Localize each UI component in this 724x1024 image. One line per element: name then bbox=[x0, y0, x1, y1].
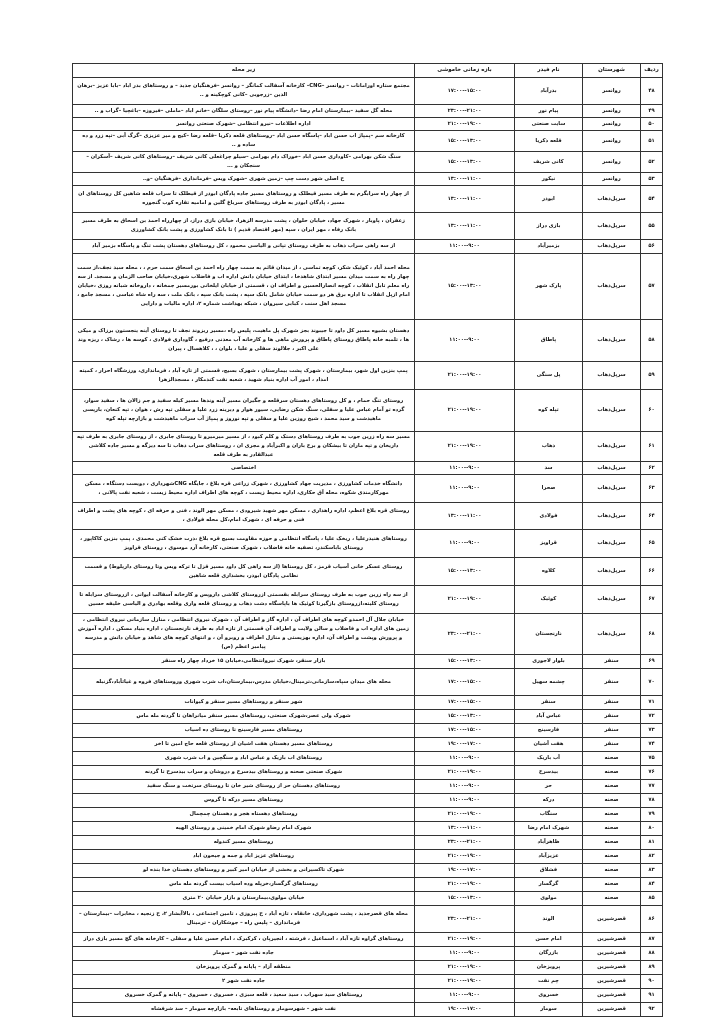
cell-area: روستاهای دهستان حر از روستای شیر خان تا روستای سرتخت و سنگ سفید bbox=[73, 780, 415, 794]
cell-index: ۷۲ bbox=[641, 710, 663, 724]
cell-feeder: ظاهرآباد bbox=[515, 836, 583, 850]
cell-feeder: درکه bbox=[515, 794, 583, 808]
table-row bbox=[73, 131, 663, 152]
cell-city: سرپل‌ذهاب bbox=[583, 614, 641, 655]
table-row bbox=[73, 78, 663, 105]
table-row bbox=[73, 1003, 663, 1017]
cell-feeder: سد bbox=[515, 462, 583, 475]
cell-index: ۹۰ bbox=[641, 975, 663, 989]
cell-time: ۱۷:۰۰--۱۹:۰۰ bbox=[415, 1003, 515, 1017]
cell-time: ۹:۰۰--۱۱:۰۰ bbox=[415, 794, 515, 808]
cell-time: ۱۹:۰۰--۲۱:۰۰ bbox=[415, 933, 515, 947]
cell-index: ۶۸ bbox=[641, 614, 663, 655]
table-row bbox=[73, 864, 663, 878]
cell-feeder: سنقر bbox=[515, 696, 583, 710]
cell-city: روانسر bbox=[583, 152, 641, 173]
cell-area: روستاهای عزیز اباد و جمه و جیحون اباد bbox=[73, 850, 415, 864]
cell-area: مجتمع ستاره اورامانات – روانسر –CNG– کارخانه آسفالت کمانگر – روانسر –فرهنگیان جدید – و روستاهای بدر اباد –بابا عزیز –برهان الدین –زرجوبی –کانی کوچکینه و .. bbox=[73, 78, 415, 105]
cell-feeder: بدرآباد bbox=[515, 78, 583, 105]
cell-index: ۸۹ bbox=[641, 961, 663, 975]
cell-feeder: بازی دراز bbox=[515, 213, 583, 240]
cell-index: ۴۸ bbox=[641, 78, 663, 105]
cell-time: ۱۵:۰۰--۱۷:۰۰ bbox=[415, 78, 515, 105]
cell-time: ۹:۰۰--۱۱:۰۰ bbox=[415, 752, 515, 766]
table-row bbox=[73, 362, 663, 390]
cell-feeder: فارسینج bbox=[515, 724, 583, 738]
cell-city: سرپل‌ذهاب bbox=[583, 240, 641, 254]
cell-city: صحنه bbox=[583, 878, 641, 892]
table-row bbox=[73, 240, 663, 254]
cell-index: ۶۷ bbox=[641, 586, 663, 614]
cell-index: ۸۲ bbox=[641, 850, 663, 864]
table-row bbox=[73, 530, 663, 558]
cell-time: ۱۵:۰۰--۱۷:۰۰ bbox=[415, 669, 515, 696]
cell-city: صحنه bbox=[583, 864, 641, 878]
cell-index: ۸۰ bbox=[641, 822, 663, 836]
table-header-row bbox=[73, 64, 663, 78]
cell-area: دهستان بشیوه مسیر کل داود تا جیبوند بجز شهرک پل ماهیت، پلیس راه ،مسیر ریزوند نجف تا روستای آینه ینجستون برزاک و میکی ها ، تلمبه خانه پاطاق روستای پاطاق و پرورش ماهی ها و کارخانه آب معدنی درفیع ، گاوداری فولادی ، کوسه ها ، رشاک ، ریزه وند علی اکبر ، جلالوند سفلی و علیا ، بلوان ، ، کلاهسال ، پیران bbox=[73, 320, 415, 362]
cell-area: دانشگاه خدمات کشاورزی ، مدیریت جهاد کشاورزی ، شهرک زراعی قره بلاغ ، جایگاه CNGشهرداری ، دویست دستگاه ، مسکن مهرکارمندی شکوه، محله آق حکاری، اداره محیط زیست ، کوچه های اطراف اداره محیط زیست ، شعبه نفت پالانی ، bbox=[73, 475, 415, 503]
cell-city: قصرشیرین bbox=[583, 975, 641, 989]
cell-city: سنقر bbox=[583, 710, 641, 724]
cell-index: ۵۰ bbox=[641, 118, 663, 131]
cell-index: ۹۱ bbox=[641, 989, 663, 1003]
cell-city: سرپل‌ذهاب bbox=[583, 530, 641, 558]
cell-area: روستاهای سید سهراب ، سید سعید ، قلعه سبزی ، خسروی ، خسروی – پایانه و گمرک خسروی bbox=[73, 989, 415, 1003]
table-row bbox=[73, 586, 663, 614]
table-body bbox=[73, 78, 663, 1017]
cell-index: ۸۴ bbox=[641, 878, 663, 892]
cell-city: صحنه bbox=[583, 822, 641, 836]
cell-city: سنقر bbox=[583, 724, 641, 738]
table-row bbox=[73, 254, 663, 320]
cell-city: قصرشیرین bbox=[583, 989, 641, 1003]
cell-index: ۷۰ bbox=[641, 669, 663, 696]
cell-city: سنقر bbox=[583, 655, 641, 669]
cell-feeder: سنگاب bbox=[515, 808, 583, 822]
table-row bbox=[73, 186, 663, 213]
cell-city: سنقر bbox=[583, 696, 641, 710]
cell-index: ۶۰ bbox=[641, 390, 663, 432]
cell-area: شهرک امام رضاو شهرک امام خمینی و روستای الهیه bbox=[73, 822, 415, 836]
cell-index: ۸۸ bbox=[641, 947, 663, 961]
table-row bbox=[73, 975, 663, 989]
table-row bbox=[73, 105, 663, 118]
power-outage-schedule-table bbox=[72, 63, 663, 1017]
cell-feeder: قراویز bbox=[515, 530, 583, 558]
cell-area: سنگ شکن بهرامی –کاوداری حسن اباد –خوراک دام بهرامی –سیلو چراغعلی کانی شریف –روستاهای کانی شریف –آسکران –سنجکان و ... bbox=[73, 152, 415, 173]
cell-feeder: پرویزخان bbox=[515, 961, 583, 975]
cell-city: سنقر bbox=[583, 669, 641, 696]
cell-index: ۵۹ bbox=[641, 362, 663, 390]
cell-time: ۱۱:۰۰--۱۳:۰۰ bbox=[415, 503, 515, 530]
cell-city: صحنه bbox=[583, 892, 641, 906]
cell-time: ۱۹:۰۰--۲۱:۰۰ bbox=[415, 850, 515, 864]
cell-city: سرپل‌ذهاب bbox=[583, 320, 641, 362]
cell-feeder: شهرک امام رضا bbox=[515, 822, 583, 836]
cell-time: ۱۹:۰۰--۲۱:۰۰ bbox=[415, 808, 515, 822]
cell-area: خیابان جلال آل احمدو کوچه های اطراف آن ، اداره گاز و اطراف آن ، شهرک نیروی انتظامی ، منازل سازمانی نیروی انتظامی ، زمین های اداره اب و فاضلاب و سالن ولایت و اطراف آن قسمتی از تازه اباد به طرف نارنجستان ، اداره بنیاد مسکن ، اداره آموزش و پرورش وپشت و اطراف آن، اداره بهزیستی و منازل اطراف و روبرو آن ، و انتهای کوچه های شاهد و خیابان دانش و مدرسه پیامبر اعظم (ص) bbox=[73, 614, 415, 655]
header-area: زیر محله bbox=[73, 64, 415, 78]
table-row bbox=[73, 989, 663, 1003]
cell-feeder: ایوذر bbox=[515, 186, 583, 213]
cell-city: صحنه bbox=[583, 794, 641, 808]
cell-time: ۲۱:۰۰--۲۳:۰۰ bbox=[415, 105, 515, 118]
cell-time: ۱۹:۰۰--۲۱:۰۰ bbox=[415, 878, 515, 892]
cell-area: شهرک تاکسیرانی و بخشی از خیابان امیر کبیر و روستاهای دهستان خدا بنده لو bbox=[73, 864, 415, 878]
cell-time: ۱۳:۰۰--۱۵:۰۰ bbox=[415, 558, 515, 586]
cell-time: ۱۱:۰۰--۱۳:۰۰ bbox=[415, 822, 515, 836]
cell-time: ۱۱:۰۰--۱۳:۰۰ bbox=[415, 186, 515, 213]
cell-feeder: کانی شریف bbox=[515, 152, 583, 173]
cell-time: ۹:۰۰--۱۱:۰۰ bbox=[415, 947, 515, 961]
cell-area: شهرک صنعتی صحنه و روستاهای بیدسرخ و دروشان و سراب بیدسرخ تا گردنه bbox=[73, 766, 415, 780]
cell-city: سرپل‌ذهاب bbox=[583, 362, 641, 390]
cell-feeder: ذهاب bbox=[515, 432, 583, 462]
table-row bbox=[73, 558, 663, 586]
cell-city: سرپل‌ذهاب bbox=[583, 254, 641, 320]
cell-time: ۱۳:۰۰--۱۵:۰۰ bbox=[415, 131, 515, 152]
table-row bbox=[73, 173, 663, 186]
cell-index: ۸۶ bbox=[641, 906, 663, 933]
table-row bbox=[73, 320, 663, 362]
cell-time: ۱۹:۰۰--۲۱:۰۰ bbox=[415, 390, 515, 432]
table-row bbox=[73, 462, 663, 475]
table-row bbox=[73, 738, 663, 752]
cell-index: ۵۵ bbox=[641, 213, 663, 240]
cell-feeder: گرگسار bbox=[515, 878, 583, 892]
cell-feeder: چم نفت bbox=[515, 975, 583, 989]
cell-area: پمپ بنزین اول شهر، بیمارستان ، شهرک پشت بیمارستان ، شهرک بسیج، قسمتی از تازه آباد ، فرمانداری، ورزشگاه احرار ، کمیته امداد ، امور آب اداره بنیاد شهید ، شعبه نفت کندمکار ، مسجدالزهرا bbox=[73, 362, 415, 390]
cell-city: قصرشیرین bbox=[583, 961, 641, 975]
cell-time: ۹:۰۰--۱۱:۰۰ bbox=[415, 475, 515, 503]
cell-feeder: فولادی bbox=[515, 503, 583, 530]
table-row bbox=[73, 780, 663, 794]
cell-area: روستای قره بلاغ اعظم، اداره راهداری ، مسکن مهر شهید شیرودی ، مسکن مهر الوند ، فنی و حرفه ای ، کوچه های پشت و اطراف فنی و حرفه ای ، شهرک امام،کل محله فولادی ، bbox=[73, 503, 415, 530]
cell-time: ۱۹:۰۰--۲۱:۰۰ bbox=[415, 586, 515, 614]
cell-city: صحنه bbox=[583, 766, 641, 780]
table-row bbox=[73, 432, 663, 462]
cell-feeder: الوند bbox=[515, 906, 583, 933]
cell-area: خ اصلی شهر دست چپ –زمین شهری –شهرک ویس –فرمانداری –فرهنگیان –و.. bbox=[73, 173, 415, 186]
cell-feeder: چشمه سهیل bbox=[515, 669, 583, 696]
cell-index: ۷۹ bbox=[641, 808, 663, 822]
cell-city: سرپل‌ذهاب bbox=[583, 462, 641, 475]
header-feeder: نام فیدر bbox=[515, 64, 583, 78]
cell-city: صحنه bbox=[583, 780, 641, 794]
cell-area: کارخانه سم –پمپاژ اب حسن اباد –پاسگاه حسن اباد –روستاهای قلعه ذکریا –قلعه رضا –کیج و میر عزیزی –گرگ آبی –تپه زرد و ده ساده و .. bbox=[73, 131, 415, 152]
cell-city: روانسر bbox=[583, 131, 641, 152]
cell-time: ۹:۰۰--۱۱:۰۰ bbox=[415, 780, 515, 794]
cell-city: سرپل‌ذهاب bbox=[583, 186, 641, 213]
cell-feeder: مولوی bbox=[515, 892, 583, 906]
cell-time: ۱۹:۰۰--۲۱:۰۰ bbox=[415, 766, 515, 780]
cell-feeder: قلعه ذکریا bbox=[515, 131, 583, 152]
cell-index: ۸۷ bbox=[641, 933, 663, 947]
cell-feeder: نیکور bbox=[515, 173, 583, 186]
cell-feeder: پاطاق bbox=[515, 320, 583, 362]
cell-feeder: پارک شهر bbox=[515, 254, 583, 320]
cell-time: ۱۹:۰۰--۲۱:۰۰ bbox=[415, 362, 515, 390]
cell-city: سرپل‌ذهاب bbox=[583, 390, 641, 432]
table-row bbox=[73, 710, 663, 724]
table-row bbox=[73, 850, 663, 864]
cell-index: ۵۱ bbox=[641, 131, 663, 152]
cell-area: از چهار راه سرابگرم به طرف مسیر قیطلک و روستاهای مسیر جاده پادگان ابوذر از قیطلک تا سراب قلعه شاهین کل روستاهای ان مسیر ، پادگان ابوذر به طرف روستاهای سرباغ گلین و امامیه تقاره کوب گنجوره bbox=[73, 186, 415, 213]
cell-city: سرپل‌ذهاب bbox=[583, 503, 641, 530]
cell-time: ۱۳:۰۰--۱۵:۰۰ bbox=[415, 892, 515, 906]
cell-area: روستاهای هنیدرعلیا ، ریخک علیا ، پاسگاه انتظامی و حوزه مقاومت بسیج قره بلاغ ،ذرت خشک کنی محمدی ، پمپ بنزین کاکاپور ، روستای باباسکندر، تصفیه خانه فاضلاب ، شهرک صنعتی، کارخانه آرد موسوی ، روستای قراویز bbox=[73, 530, 415, 558]
cell-area: جاده نفت شهر – سومار bbox=[73, 947, 415, 961]
cell-index: ۸۱ bbox=[641, 836, 663, 850]
cell-area: محله های قصرجدید ، پشت شهرداری، خانقاه ، تازه آباد ، خ پیروزی ، تامین اجتماعی ، بالاآبشار ۲، خ زنجیه ، مخابرات –بیمارستان – فرمانداری – پلیس راه – جوشکاران – ترمینال bbox=[73, 906, 415, 933]
table-row bbox=[73, 724, 663, 738]
cell-index: ۷۷ bbox=[641, 780, 663, 794]
header-time: بازه زمانی خاموشی bbox=[415, 64, 515, 78]
cell-time: ۹:۰۰--۱۱:۰۰ bbox=[415, 462, 515, 475]
table-row bbox=[73, 906, 663, 933]
cell-time: ۹:۰۰--۱۱:۰۰ bbox=[415, 989, 515, 1003]
cell-feeder: بیدسرخ bbox=[515, 766, 583, 780]
cell-time: ۲۱:۰۰--۲۳:۰۰ bbox=[415, 836, 515, 850]
cell-time: ۱۳:۰۰--۱۵:۰۰ bbox=[415, 655, 515, 669]
cell-city: روانسر bbox=[583, 173, 641, 186]
cell-area: از سه راهی سراب ذهاب به طرف روستای تپانی و الیاسی محمود ، کل روستاهای دهستان پشت تنگ و پاسگاه بزمیر آباد bbox=[73, 240, 415, 254]
cell-time: ۱۷:۰۰--۱۹:۰۰ bbox=[415, 738, 515, 752]
cell-time: ۱۳:۰۰--۱۵:۰۰ bbox=[415, 710, 515, 724]
table-row bbox=[73, 213, 663, 240]
cell-feeder: آب باریک bbox=[515, 752, 583, 766]
cell-city: قصرشیرین bbox=[583, 1003, 641, 1017]
cell-feeder: تپله کوه bbox=[515, 390, 583, 432]
cell-index: ۸۳ bbox=[641, 864, 663, 878]
table-row bbox=[73, 118, 663, 131]
cell-city: روانسر bbox=[583, 78, 641, 105]
table-row bbox=[73, 696, 663, 710]
cell-area: روستای عسکر خانی آسیاب قرمز ، کل روستاها (از سه راهی کل داود مسیر قزل تا ترکه ویس وتا روستای دارپلوط) و قسمت نظامی پادگان ابوذر، بخشداری قلعه شاهین bbox=[73, 558, 415, 586]
cell-area: مسیر سه راه زرین جوب به طرف روستاهای دستک و کلم کبود ، از مسیر میرمیرو تا روستای جابری ، از روستای جابری به طرف تپه داریخان و تپه ماران تا بیشکان و برخ باران و اکبرآباد و مجری ان ، روستاهای سراب ذهاب تا سه دیزگه و مسیر جاده کلاشی عبدالقادر به طرف قلعه bbox=[73, 432, 415, 462]
cell-feeder: سایت صنعتی bbox=[515, 118, 583, 131]
cell-index: ۷۴ bbox=[641, 738, 663, 752]
header-index: ردیف bbox=[641, 64, 663, 78]
cell-city: روانسر bbox=[583, 118, 641, 131]
cell-time: ۱۳:۰۰--۱۵:۰۰ bbox=[415, 152, 515, 173]
cell-index: ۷۵ bbox=[641, 752, 663, 766]
cell-time: ۱۹:۰۰--۲۱:۰۰ bbox=[415, 432, 515, 462]
cell-index: ۵۳ bbox=[641, 173, 663, 186]
table-row bbox=[73, 947, 663, 961]
cell-feeder: پیام نور bbox=[515, 105, 583, 118]
cell-time: ۱۱:۰۰--۱۳:۰۰ bbox=[415, 173, 515, 186]
cell-index: ۵۶ bbox=[641, 240, 663, 254]
cell-area: شهرک ولی عصر،شهرک صنعتی، روستاهای مسیر سنقر میانراهان تا گردنه مله ماس bbox=[73, 710, 415, 724]
table-row bbox=[73, 822, 663, 836]
cell-index: ۶۲ bbox=[641, 462, 663, 475]
cell-index: ۷۳ bbox=[641, 724, 663, 738]
cell-area: روستاهای مسیر فارسینج تا روستای ده اسیاب bbox=[73, 724, 415, 738]
table-row bbox=[73, 669, 663, 696]
table-row bbox=[73, 390, 663, 432]
cell-city: صحنه bbox=[583, 808, 641, 822]
cell-area: زعفران ، پاوبار ، شهرک جهاد، خیابان حلوان ، پشت مدرسه الزهرا، خیابان بازی دراز، از چهارراه احمد بن اسحاق به طرف مسیر بانک رفاه ، مهر ایران ، سپه (مهر اقتصاد قدیم ) تا بانک کشاورزی و پشت بانک کشاورزی bbox=[73, 213, 415, 240]
cell-area: بازار سنقر، شهرک نیروانتظامی،خیابان ۱۵ خرداد چهار راه سنقر bbox=[73, 655, 415, 669]
cell-index: ۹۲ bbox=[641, 1003, 663, 1017]
cell-area: محله های میدان سپاه،سازمانی،ترمینال،خیابان مدرس،بیمارستان،اب شرب شهری وروستاهای فروه و غیاثآباد،گزنبله bbox=[73, 669, 415, 696]
cell-feeder: عزیزآباد bbox=[515, 850, 583, 864]
table-row bbox=[73, 752, 663, 766]
table-row bbox=[73, 152, 663, 173]
cell-city: قصرشیرین bbox=[583, 906, 641, 933]
cell-time: ۹:۰۰--۱۱:۰۰ bbox=[415, 240, 515, 254]
cell-time: ۲۱:۰۰--۲۳:۰۰ bbox=[415, 614, 515, 655]
table-row bbox=[73, 961, 663, 975]
cell-index: ۶۹ bbox=[641, 655, 663, 669]
table-row bbox=[73, 836, 663, 850]
cell-city: سرپل‌ذهاب bbox=[583, 586, 641, 614]
cell-index: ۶۵ bbox=[641, 530, 663, 558]
cell-area: محله احمد آباد ، کوئیک شکر، کوچه تماسی ، از میدان قائم به سمت چهار راه احمد بن اسحاق سمت حرم ، ، محله سید نجف،از سمت چهار راه به سمت میدان مسیر ابتدای شاهدخا ، ابتدای خیابان دانش اداره اب و فاضلاب شهری،خیابان صاحب الزمان و مسجد. از سه راه معلم تابل انقلاب ، کوچه انصارالحسین و اطراف ان ، قسمتی از خیابان ایلخانی بورمسیر جمخانه ، داروخانه شبانه روزی ،خیابان امام ازپل انقلاب تا اداره برق هر دو سمت خیابان شامل بانک سپه ، پشت بانک سپه ، بانک ملت ، سه راه شاه عباسی ، مسجد جامع ، مسجد اهل سنت ، کبابی سیروان ، شبکه بهداشت شماره ۲، اداره مالیات و دارایی bbox=[73, 254, 415, 320]
cell-city: روانسر bbox=[583, 105, 641, 118]
cell-time: ۹:۰۰--۱۱:۰۰ bbox=[415, 320, 515, 362]
cell-time: ۱۱:۰۰--۱۳:۰۰ bbox=[415, 213, 515, 240]
table-row bbox=[73, 933, 663, 947]
cell-index: ۷۸ bbox=[641, 794, 663, 808]
cell-index: ۵۲ bbox=[641, 152, 663, 173]
cell-index: ۵۷ bbox=[641, 254, 663, 320]
cell-area: اداره اطلاعات –نیرو انتظامی –شهرک صنعتی روانسر bbox=[73, 118, 415, 131]
cell-city: قصرشیرین bbox=[583, 933, 641, 947]
cell-city: صحنه bbox=[583, 836, 641, 850]
table-row bbox=[73, 892, 663, 906]
cell-index: ۸۵ bbox=[641, 892, 663, 906]
cell-index: ۷۱ bbox=[641, 696, 663, 710]
cell-feeder: امام حسن bbox=[515, 933, 583, 947]
cell-time: ۲۱:۰۰--۲۳:۰۰ bbox=[415, 906, 515, 933]
cell-city: صحنه bbox=[583, 752, 641, 766]
cell-area: جاده نفت شهر ۲ bbox=[73, 975, 415, 989]
cell-area: روستاهای گرگسار،خرپله وده اسیاب بیست گردنه مله ماس bbox=[73, 878, 415, 892]
cell-area: شهر سنقر و روستاهای مسیر سنقر و کیوانات bbox=[73, 696, 415, 710]
cell-feeder: سومار bbox=[515, 1003, 583, 1017]
cell-city: سرپل‌ذهاب bbox=[583, 213, 641, 240]
cell-feeder: کوئیک bbox=[515, 586, 583, 614]
header-city: شهرستان bbox=[583, 64, 641, 78]
table-row bbox=[73, 808, 663, 822]
cell-feeder: عباس آباد bbox=[515, 710, 583, 724]
cell-feeder: بزمیرآباد bbox=[515, 240, 583, 254]
cell-area: اختصاصی bbox=[73, 462, 415, 475]
cell-feeder: کلاوه bbox=[515, 558, 583, 586]
cell-city: قصرشیرین bbox=[583, 947, 641, 961]
cell-feeder: بلوار لاجوری bbox=[515, 655, 583, 669]
table-row bbox=[73, 878, 663, 892]
cell-index: ۵۴ bbox=[641, 186, 663, 213]
cell-area: روستای تنگ حمام ، و کل روستاهای دهستان سرقلعه و جگیران مسیر آینه وندها مسیر کیله سفید و جم زالان ها ، سفید سوار، گرده تو آمام عباس علیا و سفلی، سنگ شکن رضایی، سیور هوار و دیرینه زرد علیا و سفلی تپه رش ، هوان ، تپه کنعان، بارپسی ماهیدشت و سید محمد ، شیخ روزین علیا و سفلی و تپه نوروز و پمپاژ آب سراب ماهیدشت و بازارچه تپله کوه bbox=[73, 390, 415, 432]
table-row bbox=[73, 475, 663, 503]
cell-index: ۴۹ bbox=[641, 105, 663, 118]
cell-area: روستاهای دهستاه هجر و دهستان چمچمال bbox=[73, 808, 415, 822]
table-row bbox=[73, 766, 663, 780]
cell-feeder: خسروی bbox=[515, 989, 583, 1003]
cell-feeder: بازرگان bbox=[515, 947, 583, 961]
cell-index: ۶۴ bbox=[641, 503, 663, 530]
cell-feeder: فشلاق bbox=[515, 864, 583, 878]
cell-area: روستاهای مسیر درکه تا گروس bbox=[73, 794, 415, 808]
cell-feeder: حر bbox=[515, 780, 583, 794]
cell-city: سرپل‌ذهاب bbox=[583, 432, 641, 462]
cell-area: محله گل سفید –بیمارستان امام رضا –دانشگاه پیام نور –روستای سلگان –خانم اباد –ماملی –فیروزه –باغچیا –گراب و .. bbox=[73, 105, 415, 118]
cell-city: صحنه bbox=[583, 850, 641, 864]
cell-feeder: صحرا bbox=[515, 475, 583, 503]
cell-area: روستاهای گراوه تازه آباد ، اسماعیل ، فرشته ، انجیرپان ، کرکبرک ، امام حسن علیا و سفلی – کارخانه های گچ مسیر بازی دراز bbox=[73, 933, 415, 947]
table-row bbox=[73, 503, 663, 530]
cell-area: خیابان مولوی،بیمارستان و بازار خیابان ۲۰ متری bbox=[73, 892, 415, 906]
table-row bbox=[73, 614, 663, 655]
cell-feeder: نارنجستان bbox=[515, 614, 583, 655]
table-row bbox=[73, 794, 663, 808]
cell-time: ۱۵:۰۰--۱۷:۰۰ bbox=[415, 696, 515, 710]
cell-area: روستاهای مسیر دهستان هفت اشیان از روستای قلعه حاج امین تا اخر bbox=[73, 738, 415, 752]
cell-index: ۶۳ bbox=[641, 475, 663, 503]
cell-feeder: پل سنگی bbox=[515, 362, 583, 390]
cell-feeder: هفت آشیان bbox=[515, 738, 583, 752]
cell-area: از سه راه زرین جوب به طرف روستای سرابله بقسمتی ازروستای کلاشی داروپس و کارخانه آسفالت ایوانی ، ازروستای سرابله تا روستای کلیته،ازروستای بازگیرتا کوئیک ها باپاسگاه دشت ذهاب و روستای قلعه واری وقلعه بهادری و الیاسی خلیفه حسین bbox=[73, 586, 415, 614]
cell-city: سرپل‌ذهاب bbox=[583, 558, 641, 586]
cell-city: سرپل‌ذهاب bbox=[583, 475, 641, 503]
cell-index: ۶۱ bbox=[641, 432, 663, 462]
cell-area: روستاهای اب باریک و عباس اباد و سنگچین و اب شرب شهری bbox=[73, 752, 415, 766]
cell-time: ۱۹:۰۰--۲۱:۰۰ bbox=[415, 975, 515, 989]
table-row bbox=[73, 655, 663, 669]
cell-area: نفت شهر – شهرسومار و روستاهای تابعه– بازارچه سومار – سد شرفشاه bbox=[73, 1003, 415, 1017]
cell-city: سنقر bbox=[583, 738, 641, 752]
cell-time: ۱۹:۰۰--۲۱:۰۰ bbox=[415, 961, 515, 975]
cell-time: ۹:۰۰--۱۱:۰۰ bbox=[415, 530, 515, 558]
cell-time: ۱۹:۰۰--۲۱:۰۰ bbox=[415, 118, 515, 131]
cell-index: ۷۶ bbox=[641, 766, 663, 780]
cell-area: منطقه آزاد – پایانه و گمرک پرویزخان bbox=[73, 961, 415, 975]
cell-index: ۵۸ bbox=[641, 320, 663, 362]
document-page bbox=[72, 63, 662, 1017]
cell-time: ۱۵:۰۰--۱۷:۰۰ bbox=[415, 724, 515, 738]
cell-time: ۱۷:۰۰--۱۹:۰۰ bbox=[415, 864, 515, 878]
cell-time: ۱۳:۰۰--۱۵:۰۰ bbox=[415, 254, 515, 320]
cell-area: روستاهای مسیر کندوله bbox=[73, 836, 415, 850]
cell-index: ۶۶ bbox=[641, 558, 663, 586]
